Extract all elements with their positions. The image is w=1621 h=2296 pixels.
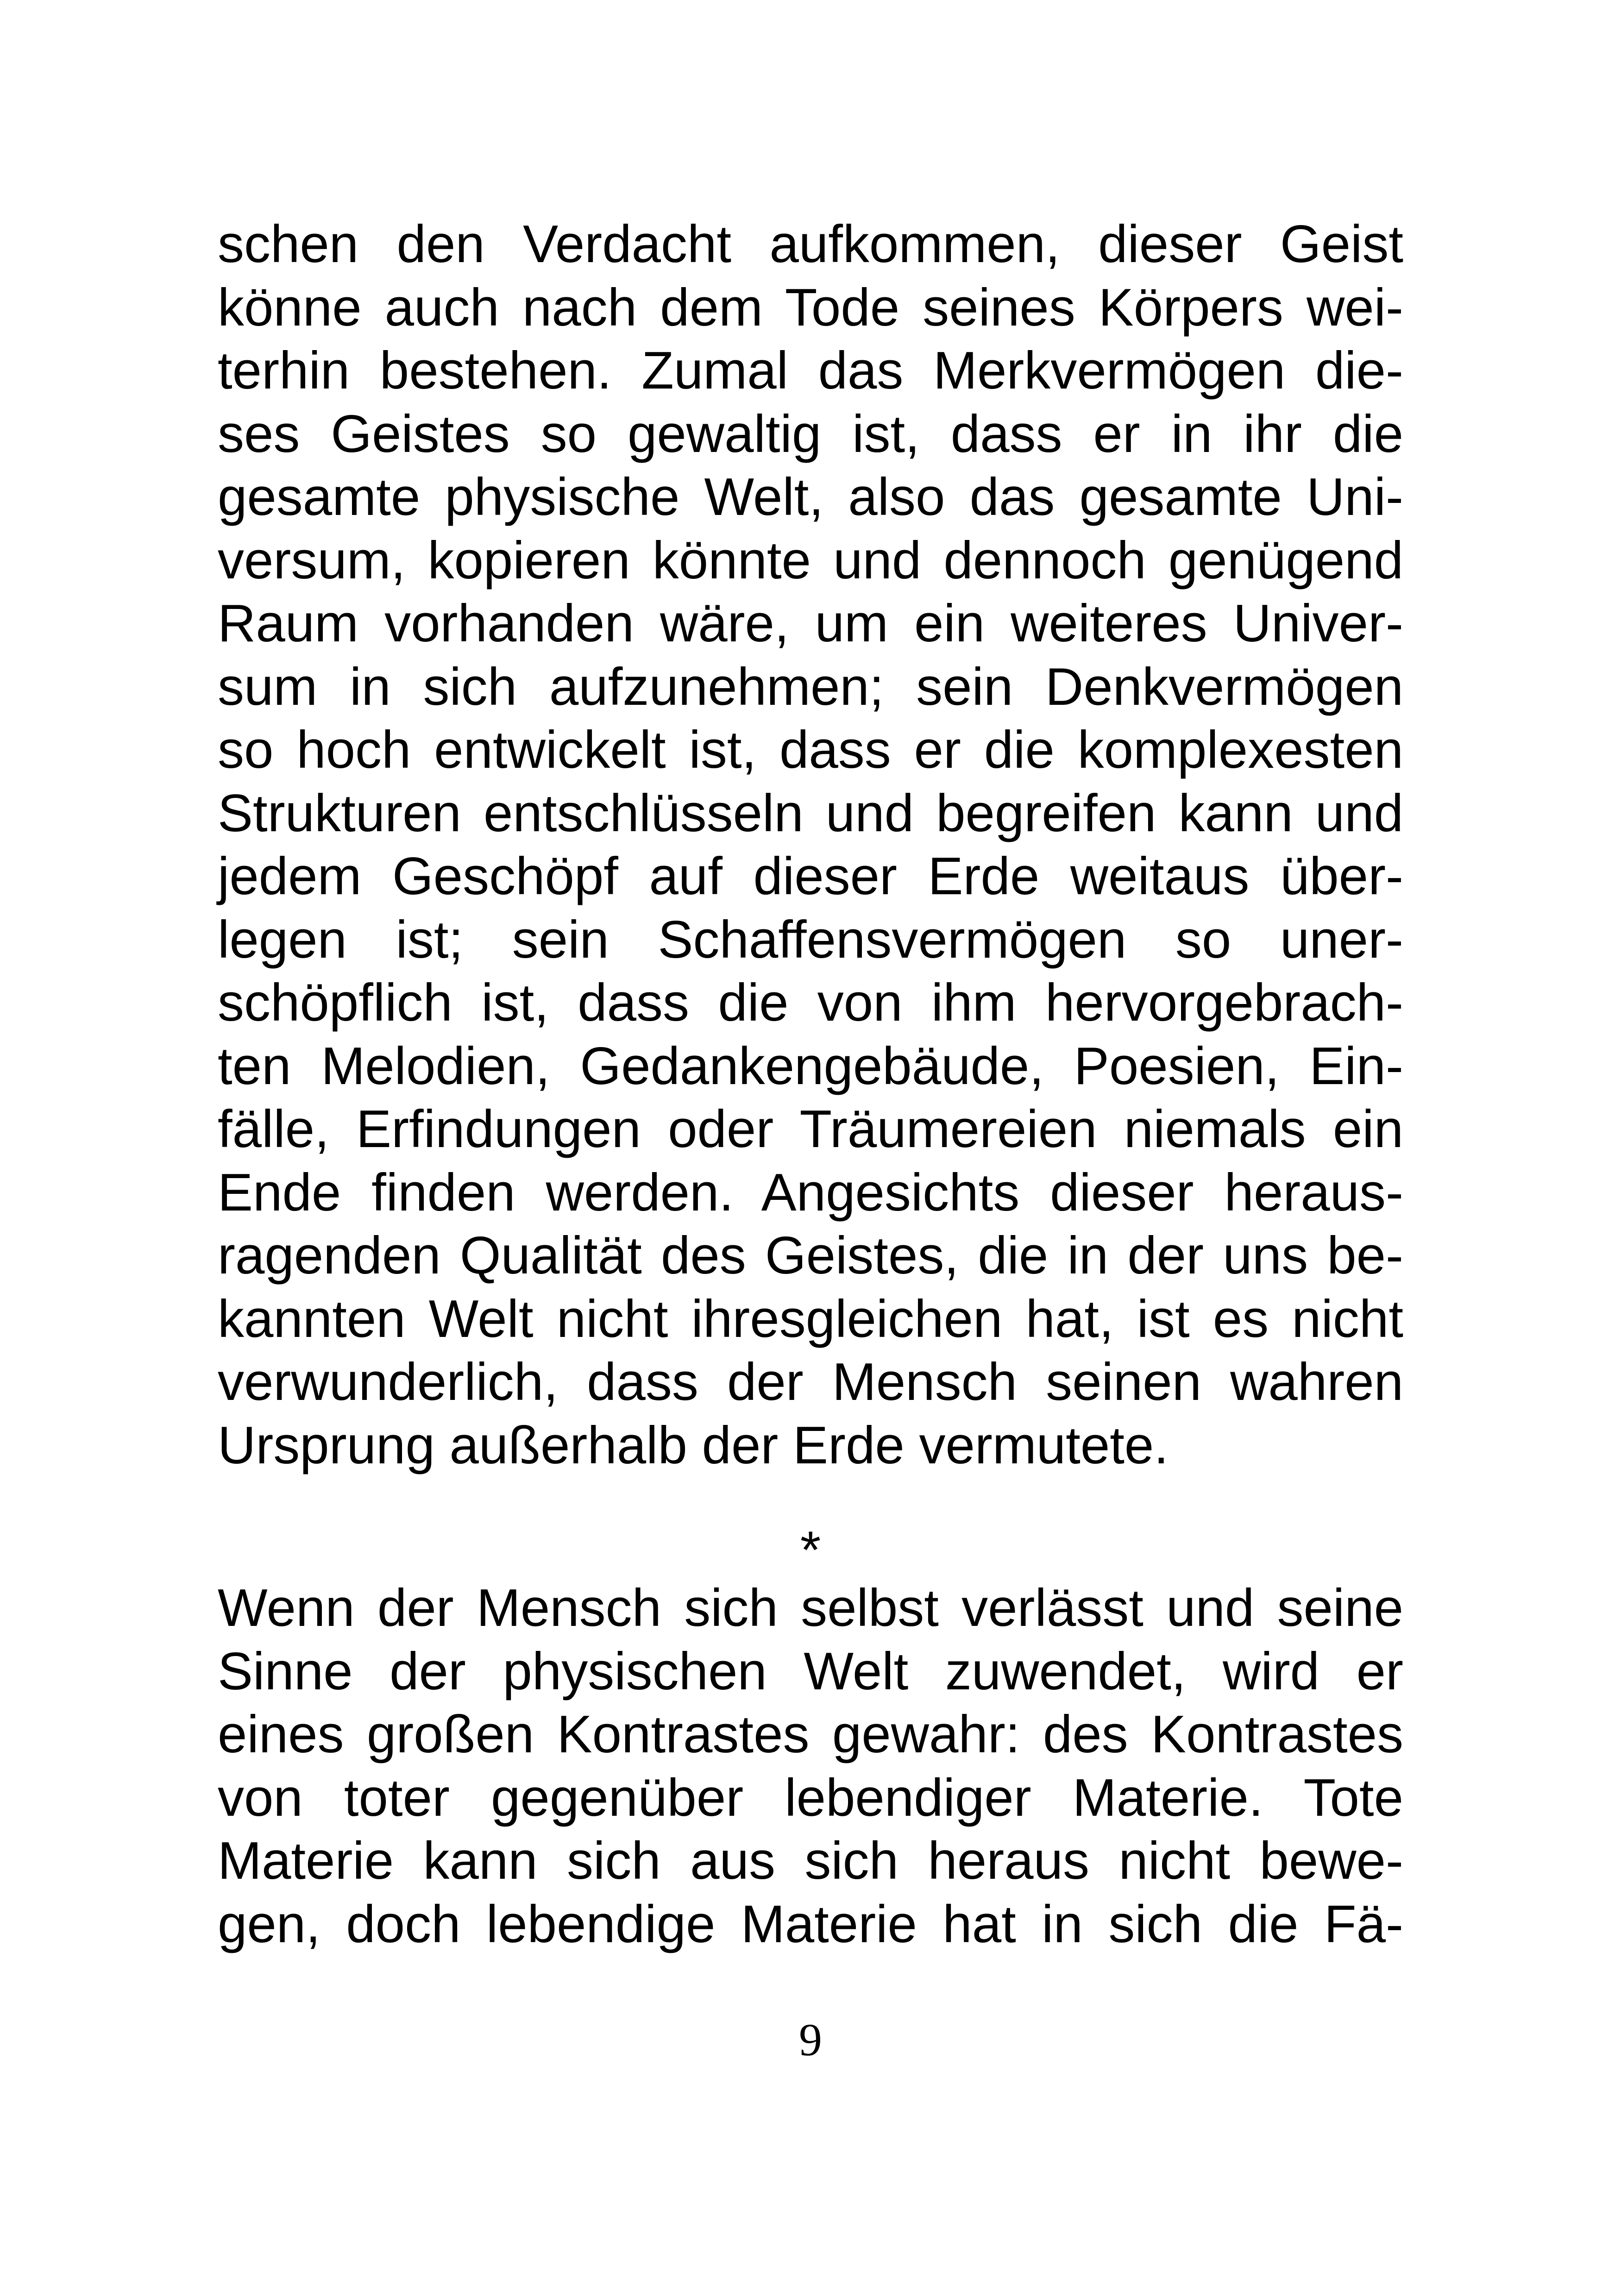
text-line: so hoch entwickelt ist, dass er die komplexesten (218, 721, 1403, 779)
text-line: Ende finden werden. Angesichts dieser heraus- (218, 1163, 1403, 1222)
text-line: eines großen Kontrastes gewahr: des Kontrastes (218, 1705, 1403, 1764)
text-line: könne auch nach dem Tode seines Körpers wei- (218, 278, 1403, 337)
text-line: gesamte physische Welt, also das gesamte Uni- (218, 468, 1403, 527)
text-line: kannten Welt nicht ihresgleichen hat, ist es nicht (218, 1289, 1403, 1349)
text-line: ses Geistes so gewaltig ist, dass er in ihr die (218, 404, 1403, 464)
text-line: Raum vorhanden wäre, um ein weiteres Univer- (218, 594, 1403, 653)
page-number: 9 (799, 2014, 822, 2065)
text-line: verwunderlich, dass der Mensch seinen wahren (218, 1353, 1403, 1411)
text-line: Sinne der physischen Welt zuwendet, wird er (218, 1642, 1403, 1701)
text-line: Materie kann sich aus sich heraus nicht bewe- (218, 1832, 1403, 1890)
text-line: Wenn der Mensch sich selbst verlässt und seine (218, 1579, 1403, 1637)
paragraph-2 (218, 1577, 1403, 1956)
text-line: schöpflich ist, dass die von ihm hervorgebrach- (218, 973, 1403, 1032)
text-line: versum, kopieren könnte und dennoch genügend (218, 531, 1403, 590)
text-line: sum in sich aufzunehmen; sein Denkvermögen (218, 657, 1403, 716)
paragraph-1 (218, 213, 1403, 1477)
text-line: Strukturen entschlüsseln und begreifen kann und (218, 784, 1403, 843)
text-line: von toter gegenüber lebendiger Materie. Tote (218, 1768, 1403, 1827)
text-line: jedem Geschöpf auf dieser Erde weitaus über- (218, 847, 1403, 906)
text-line: legen ist; sein Schaffensvermögen so uner- (218, 910, 1403, 969)
text-line: fälle, Erfindungen oder Träumereien niemals ein (218, 1100, 1403, 1159)
text-line: Ursprung außerhalb der Erde vermutete. (218, 1416, 1169, 1475)
text-line: ragenden Qualität des Geistes, die in der uns be- (218, 1226, 1403, 1285)
text-line: terhin bestehen. Zumal das Merkvermögen die- (218, 341, 1403, 400)
text-line: ten Melodien, Gedankengebäude, Poesien, Ein- (218, 1036, 1403, 1096)
section-separator: * (800, 1521, 821, 1580)
text-line: gen, doch lebendige Materie hat in sich die Fä- (218, 1895, 1403, 1954)
text-line: schen den Verdacht aufkommen, dieser Geist (218, 215, 1403, 274)
